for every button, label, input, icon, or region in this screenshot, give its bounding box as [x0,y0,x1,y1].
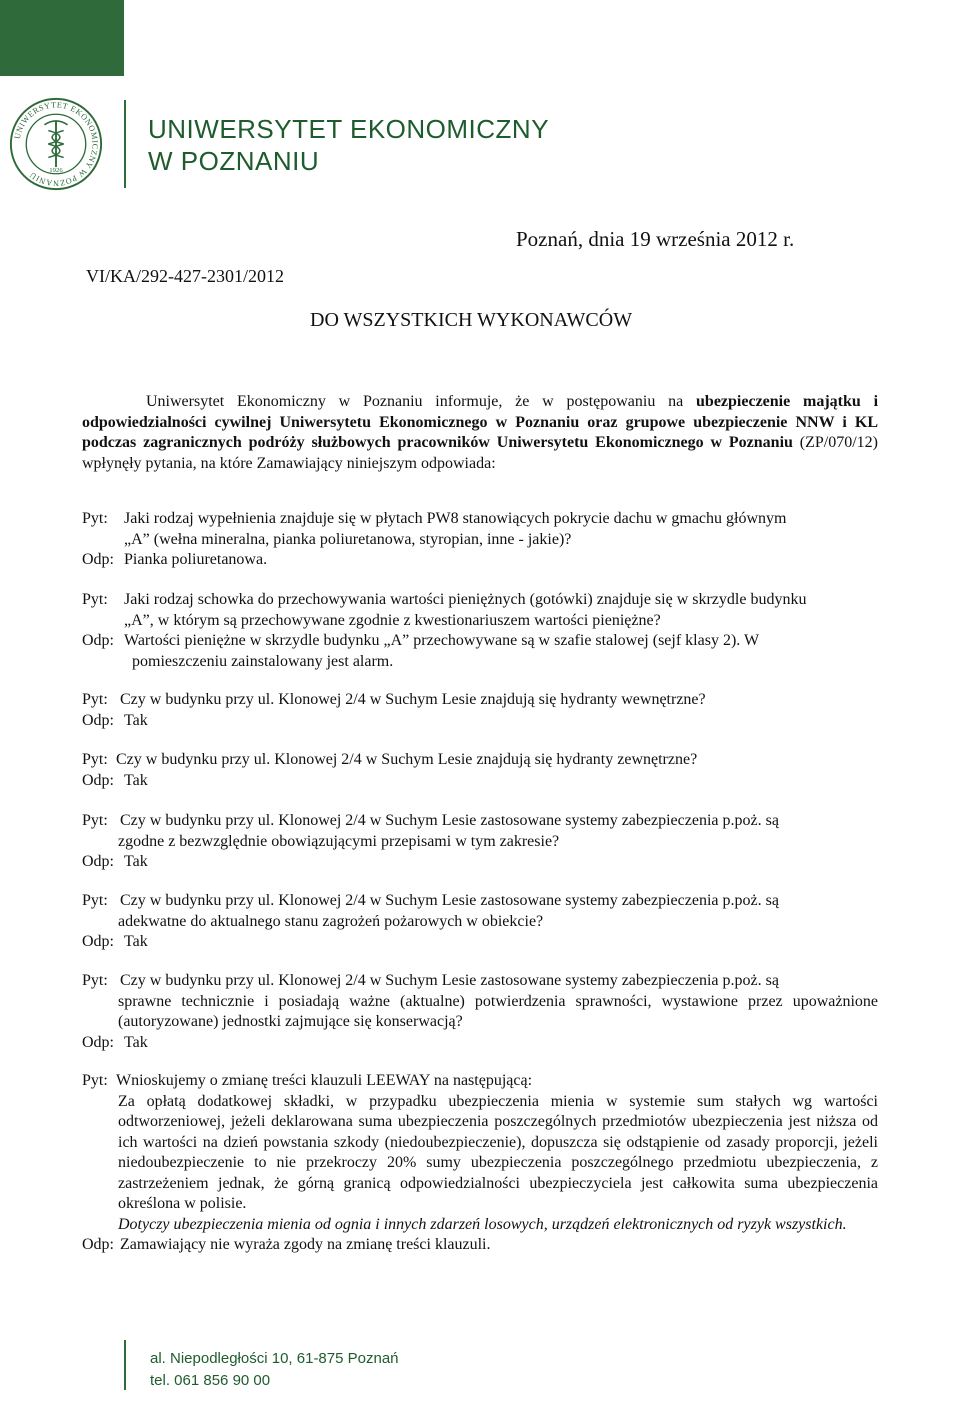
intro-subject: ubezpieczenie majątku i odpowiedzialności cywilnej Uniwersytetu Ekonomicznego w Poznaniu oraz grupowe ubezpieczenie NNW i KL podczas zagranicznych podróży służbowych pracowników Uniwersytetu Ekonomicznego w Poznaniu [82,393,879,451]
qa-item [82,891,878,953]
university-name [148,113,549,177]
question-label: Pyt: [82,892,108,909]
answer-text: Pianka poliuretanowa. [124,551,268,568]
answer-label: Odp: [82,632,114,649]
question-text: Czy w budynku przy ul. Klonowej 2/4 w Suchym Lesie zastosowane systemy zabezpieczenia p.poż. są [120,972,779,989]
answer-label: Odp: [82,1033,114,1051]
question-text: Czy w budynku przy ul. Klonowej 2/4 w Suchym Lesie zastosowane systemy zabezpieczenia p.poż. są [120,892,779,909]
answer-label: Odp: [82,933,114,950]
question-text: Czy w budynku przy ul. Klonowej 2/4 w Suchym Lesie znajdują się hydranty zewnętrzne? [116,751,698,768]
answer-text: Tak [124,771,148,789]
intro-part2: (ZP/070/12) wpłynęły pytania, na które Zamawiający niniejszym odpowiada: [82,434,879,472]
qa-item [82,690,878,731]
leeway-clause-scope: Dotyczy ubezpieczenia mienia od ognia i innych zdarzeń losowych, urządzeń elektronicznych od ryzyk wszystkich. [118,1215,847,1233]
question-label: Pyt: [82,510,108,527]
answer-text: Tak [124,711,148,729]
leeway-clause-text: Za opłatą dodatkowej składki, w przypadku ubezpieczenia mienia w systemie sum stałych wg wartości odtworzeniowej, jeżeli deklarowana suma ubezpieczenia poszczególnych przedmiotów ubezpieczenia jest niższa od ich wartości na dzień powstania szkody (niedoubezpieczenie), dopuszcza się odstąpienie od zasady proporcji, jeżeli niedoubezpieczenie to nie przekroczy 20% sumy ubezpieczenia poszczególnego przedmiotu ubezpieczenia, z zastrzeżeniem jednak, że górną granicą odpowiedzialności ubezpieczyciela jest całkowita suma ubezpieczenia określona w polisie. [118,1092,878,1212]
question-label: Pyt: [82,812,108,829]
footer-contact [150,1348,399,1392]
answer-text: Tak [124,1033,148,1051]
question-text: Czy w budynku przy ul. Klonowej 2/4 w Suchym Lesie znajdują się hydranty wewnętrzne? [120,691,706,708]
intro-part1: Uniwersytet Ekonomiczny w Poznaniu informuje, że w postępowaniu na [146,393,697,410]
answer-text: Zamawiający nie wyraża zgody na zmianę treści klauzuli. [120,1236,491,1253]
question-text: Czy w budynku przy ul. Klonowej 2/4 w Suchym Lesie zastosowane systemy zabezpieczenia p.poż. są [120,812,779,829]
answer-text: Wartości pieniężne w skrzydle budynku „A” przechowywane są w szafie stalowej (sejf klasy 2). W [124,632,760,649]
intro-paragraph [82,392,878,474]
question-label: Pyt: [82,972,108,989]
qa-item [82,509,878,571]
university-seal-logo [8,96,104,192]
answer-continuation: pomieszczeniu zainstalowany jest alarm. [132,652,394,670]
header-divider [124,100,126,188]
document-date: Poznań, dnia 19 września 2012 r. [516,227,795,251]
question-label: Pyt: [82,751,108,768]
reference-number: VI/KA/292-427-2301/2012 [86,266,284,286]
question-text: Jaki rodzaj schowka do przechowywania wartości pieniężnych (gotówki) znajduje się w skrzydle budynku [124,591,807,608]
answer-label: Odp: [82,711,114,729]
answer-label: Odp: [82,853,114,870]
svg-text:UNIWERSYTET EKONOMICZNY W POZN: UNIWERSYTET EKONOMICZNY W POZNANIU [12,100,100,188]
answer-label: Odp: [82,771,114,789]
answer-label: Odp: [82,551,114,568]
footer-address: al. Niepodległości 10, 61-875 Poznań [150,1350,399,1367]
question-label: Pyt: [82,691,108,708]
qa-item [82,590,878,672]
question-text: Wnioskujemy o zmianę treści klauzuli LEEWAY na następującą: [116,1072,533,1089]
question-continuation: zgodne z bezwzględnie obowiązującymi przepisami w tym zakresie? [118,832,560,850]
question-continuation: sprawne technicznie i posiadają ważne (aktualne) potwierdzenia sprawności, wystawione przez upoważnione (autoryzowane) jednostki zajmujące się konserwacją? [118,992,878,1030]
answer-text: Tak [124,933,148,950]
qa-item [82,971,878,1053]
question-continuation: adekwatne do aktualnego stanu zagrożeń pożarowych w obiekcie? [118,912,544,930]
addressee: DO WSZYSTKICH WYKONAWCÓW [310,309,633,331]
qa-item [82,750,878,791]
university-name-line1: UNIWERSYTET EKONOMICZNY [148,114,550,144]
qa-item-leeway [82,1071,878,1256]
question-continuation: „A”, w którym są przechowywane zgodnie z kwestionariuszem wartości pieniężne? [124,611,661,629]
corner-decoration [0,0,124,76]
footer-divider [124,1340,126,1390]
question-label: Pyt: [82,1072,108,1089]
qa-item [82,811,878,873]
svg-text:1926: 1926 [49,166,63,174]
answer-label: Odp: [82,1236,114,1253]
answer-text: Tak [124,853,148,870]
footer-phone: tel. 061 856 90 00 [150,1372,271,1389]
question-continuation: „A” (wełna mineralna, pianka poliuretanowa, styropian, inne - jakie)? [124,530,572,548]
question-label: Pyt: [82,591,108,608]
question-text: Jaki rodzaj wypełnienia znajduje się w płytach PW8 stanowiących pokrycie dachu w gmachu głównym [124,510,787,527]
university-name-line2: W POZNANIU [148,146,320,176]
